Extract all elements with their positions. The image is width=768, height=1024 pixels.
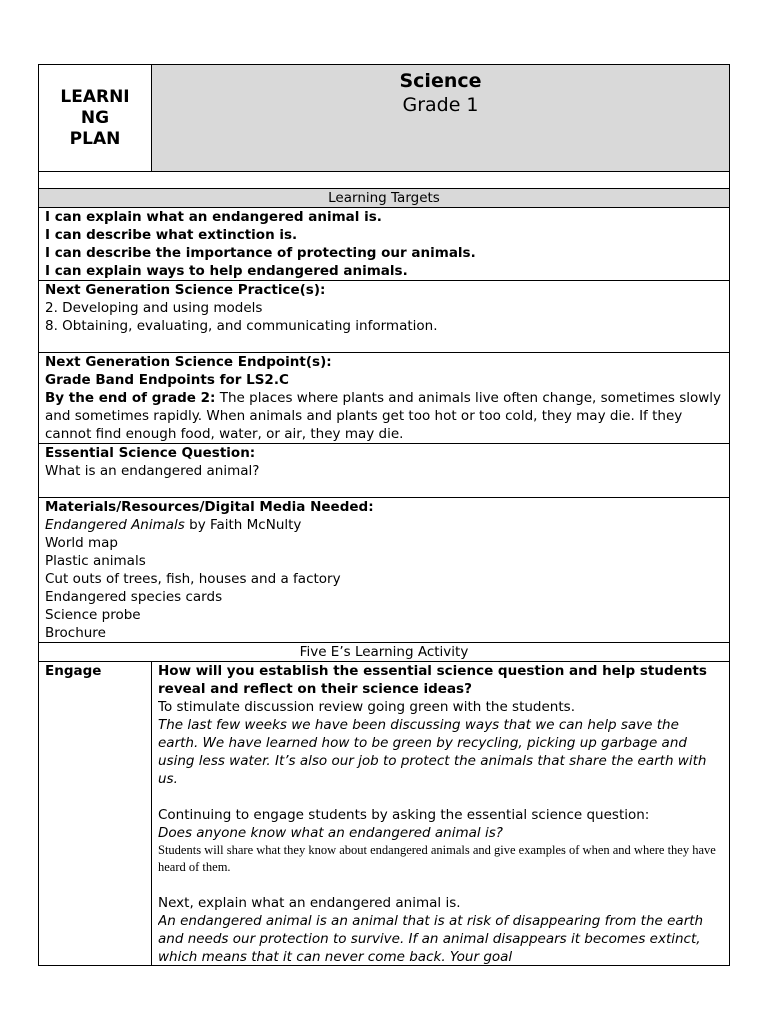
subject-header [152, 65, 730, 172]
material-item: World map [45, 535, 118, 551]
learning-targets-heading: Learning Targets [39, 189, 730, 208]
material-item: Science probe [45, 607, 141, 623]
material-item: Endangered Animals by Faith McNulty [45, 517, 302, 533]
engage-row [39, 662, 730, 966]
learning-plan-label: LEARNI NG PLAN [39, 65, 152, 172]
learning-target: I can explain what an endangered animal is. [45, 209, 382, 225]
practice-item: 8. Obtaining, evaluating, and communicating information. [45, 318, 438, 334]
endpoints-row [39, 353, 730, 444]
essential-question-cell [39, 444, 730, 498]
five-e-heading-row [39, 643, 730, 662]
engage-text: Continuing to engage students by asking the essential science question: [158, 807, 650, 823]
learning-plan-document [38, 64, 730, 966]
header-row [39, 65, 730, 172]
learning-plan-table [38, 64, 730, 966]
learning-targets-heading-row [39, 189, 730, 208]
learning-target: I can describe what extinction is. [45, 227, 298, 243]
subject-title: Science [399, 70, 482, 92]
endpoints-heading: Next Generation Science Endpoint(s): [45, 354, 332, 370]
materials-cell [39, 498, 730, 643]
materials-row [39, 498, 730, 643]
engage-text: To stimulate discussion review going green with the students. [158, 699, 575, 715]
essential-question-text: What is an endangered animal? [45, 463, 260, 479]
learning-target: I can explain ways to help endangered animals. [45, 263, 408, 279]
learning-targets-list [39, 208, 730, 281]
spacer-row [39, 172, 730, 189]
engage-text: Next, explain what an endangered animal is. [158, 895, 461, 911]
essential-question-heading: Essential Science Question: [45, 445, 256, 461]
grade-label: Grade 1 [402, 94, 479, 116]
five-e-heading: Five E’s Learning Activity [39, 643, 730, 662]
engage-note: Students will share what they know about endangered animals and give examples of when and where they have heard of them. [158, 843, 716, 874]
endpoints-lead: By the end of grade 2: [45, 390, 216, 406]
materials-heading: Materials/Resources/Digital Media Needed: [45, 499, 374, 515]
practices-row [39, 281, 730, 353]
learning-targets-row [39, 208, 730, 281]
engage-content [152, 662, 730, 966]
practices-heading: Next Generation Science Practice(s): [45, 282, 326, 298]
engage-question: How will you establish the essential science question and help students reveal and reflect on their science ideas? [158, 663, 707, 697]
essential-question-row [39, 444, 730, 498]
engage-script: Does anyone know what an endangered animal is? [158, 825, 503, 841]
book-title: Endangered Animals [45, 517, 185, 533]
engage-label: Engage [39, 662, 152, 966]
material-item: Cut outs of trees, fish, houses and a factory [45, 571, 341, 587]
endpoints-cell [39, 353, 730, 444]
material-item: Plastic animals [45, 553, 146, 569]
practice-item: 2. Developing and using models [45, 300, 263, 316]
engage-script: The last few weeks we have been discussing ways that we can help save the earth. We have learned how to be green by recycling, picking up garbage and using less water. It’s also our job to protect the animals that share the earth with us. [158, 717, 707, 787]
material-item: Endangered species cards [45, 589, 223, 605]
practices-cell [39, 281, 730, 353]
endpoints-subheading: Grade Band Endpoints for LS2.C [45, 372, 289, 388]
endpoints-text: By the end of grade 2: The places where plants and animals live often change, sometimes slowly and sometimes rapidly. When animals and plants get too hot or too cold, they may die. If they cannot find enough food, water, or air, they may die. [45, 390, 722, 442]
engage-script: An endangered animal is an animal that is at risk of disappearing from the earth and needs our protection to survive. If an animal disappears it becomes extinct, which means that it can never come back. Your goal [158, 913, 704, 965]
material-item: Brochure [45, 625, 106, 641]
learning-target: I can describe the importance of protecting our animals. [45, 245, 476, 261]
